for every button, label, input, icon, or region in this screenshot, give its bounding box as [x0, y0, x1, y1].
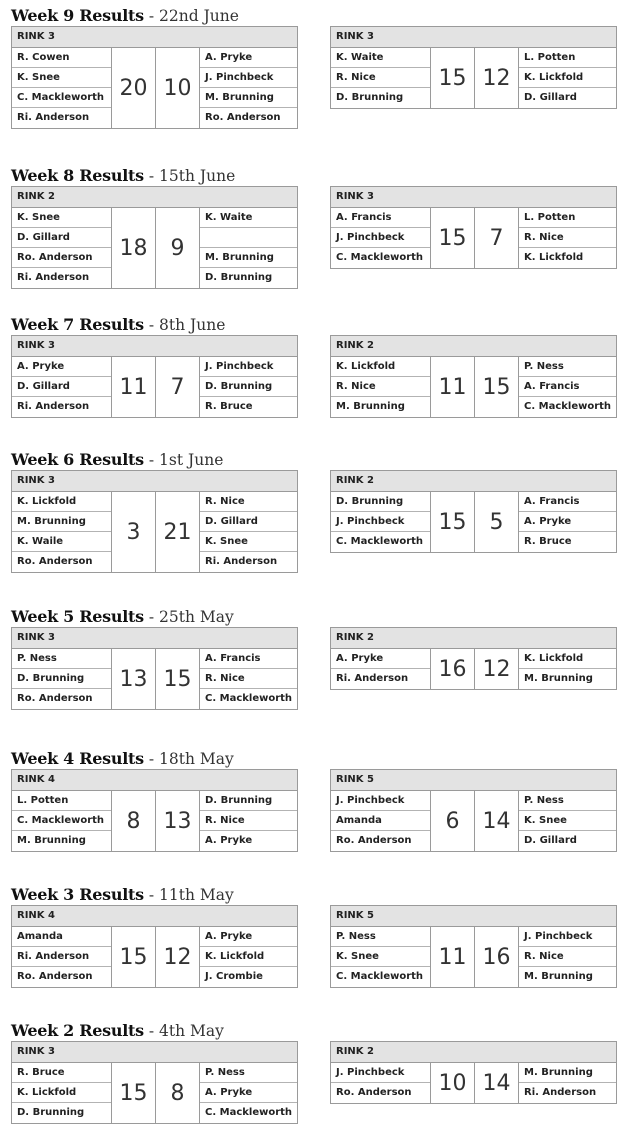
- game-body: [331, 492, 616, 552]
- game-body: [12, 649, 297, 709]
- home-score: 3: [112, 492, 156, 572]
- home-team: [331, 1063, 431, 1103]
- away-score: 8: [170, 1080, 185, 1106]
- player-name: P. Ness: [519, 357, 616, 377]
- player-name: K. Snee: [200, 532, 297, 552]
- player-name: C. Mackleworth: [336, 252, 424, 263]
- home-team: [12, 927, 112, 987]
- home-team: [331, 927, 431, 987]
- player-name: C. Mackleworth: [336, 536, 424, 547]
- week-name: Week 8 Results: [11, 166, 144, 185]
- player-name: L. Potten: [519, 48, 616, 68]
- away-team: [199, 48, 297, 128]
- player-name: D. Gillard: [524, 835, 577, 846]
- away-team: [518, 1063, 616, 1103]
- player-name: Ro. Anderson: [17, 556, 93, 567]
- week-name: Week 6 Results: [11, 450, 144, 469]
- game-card: [11, 470, 298, 573]
- home-team: [12, 208, 112, 288]
- player-name: Ro. Anderson: [17, 693, 93, 704]
- player-name: D. Brunning: [12, 669, 111, 689]
- away-score: 12: [482, 65, 511, 91]
- away-team: [518, 48, 616, 108]
- player-name: K. Lickfold: [519, 68, 616, 88]
- rink-label: RINK 4: [12, 770, 297, 791]
- game-card: [11, 335, 298, 418]
- away-score: 12: [163, 944, 192, 970]
- week-date: - 11th May: [148, 886, 234, 904]
- game-body: [12, 357, 297, 417]
- player-name: M. Brunning: [200, 248, 297, 268]
- away-score: 16: [482, 944, 511, 970]
- away-team: [518, 357, 616, 417]
- rink-label: RINK 3: [331, 187, 616, 208]
- game-card: [11, 769, 298, 852]
- home-team: [12, 48, 112, 128]
- away-team: [199, 649, 297, 709]
- player-name: R. Nice: [519, 947, 616, 967]
- player-name: J. Pinchbeck: [200, 357, 297, 377]
- player-name: K. Snee: [12, 208, 111, 228]
- player-name: P. Ness: [331, 927, 430, 947]
- player-name: M. Brunning: [524, 971, 593, 982]
- player-name: Ro. Anderson: [12, 248, 111, 268]
- home-team: [331, 357, 431, 417]
- game-body: [331, 48, 616, 108]
- game-body: [331, 649, 616, 689]
- player-name: D. Gillard: [524, 92, 577, 103]
- away-team: [199, 492, 297, 572]
- player-name: M. Brunning: [524, 673, 593, 684]
- game-body: [12, 1063, 297, 1123]
- away-team: [199, 927, 297, 987]
- week-title: [11, 885, 234, 905]
- away-score: 9: [170, 235, 185, 261]
- week-name: Week 3 Results: [11, 885, 144, 904]
- player-name: K. Waite: [331, 48, 430, 68]
- home-score: 15: [431, 48, 475, 108]
- game-body: [331, 1063, 616, 1103]
- player-name: R. Bruce: [524, 536, 572, 547]
- player-name: A. Pryke: [200, 48, 297, 68]
- week-date: - 8th June: [148, 316, 226, 334]
- game-body: [12, 48, 297, 128]
- rink-label: RINK 3: [331, 27, 616, 48]
- game-card: [330, 769, 617, 852]
- game-card: [330, 905, 617, 988]
- game-card: [330, 627, 617, 690]
- home-team: [331, 208, 431, 268]
- player-name: J. Pinchbeck: [200, 68, 297, 88]
- rink-label: RINK 2: [331, 628, 616, 649]
- home-team: [12, 492, 112, 572]
- week-name: Week 4 Results: [11, 749, 144, 768]
- away-team: [199, 791, 297, 851]
- rink-label: RINK 3: [12, 1042, 297, 1063]
- rink-label: RINK 4: [12, 906, 297, 927]
- player-name: J. Pinchbeck: [331, 512, 430, 532]
- away-score: 5: [489, 509, 504, 535]
- player-name: A. Pryke: [205, 835, 253, 846]
- home-score: 15: [112, 1063, 156, 1123]
- away-score: 13: [163, 808, 192, 834]
- player-name: D. Brunning: [205, 272, 273, 283]
- away-team: [518, 927, 616, 987]
- game-body: [331, 357, 616, 417]
- game-body: [12, 492, 297, 572]
- player-name: L. Potten: [12, 791, 111, 811]
- game-body: [12, 208, 297, 288]
- player-name: C. Mackleworth: [12, 811, 111, 831]
- game-body: [331, 208, 616, 268]
- player-name: A. Pryke: [331, 649, 430, 669]
- player-name: Ri. Anderson: [336, 673, 409, 684]
- week-name: Week 5 Results: [11, 607, 144, 626]
- game-card: [11, 26, 298, 129]
- player-name: K. Lickfold: [12, 1083, 111, 1103]
- away-team: [518, 492, 616, 552]
- game-card: [330, 470, 617, 553]
- player-name: J. Pinchbeck: [331, 228, 430, 248]
- away-team: [518, 649, 616, 689]
- home-score: 15: [431, 208, 475, 268]
- player-name: D. Gillard: [12, 377, 111, 397]
- week-date: - 18th May: [148, 750, 234, 768]
- player-name: R. Nice: [331, 68, 430, 88]
- player-name: A. Pryke: [200, 1083, 297, 1103]
- player-name: Ro. Anderson: [205, 112, 281, 123]
- player-name: R. Nice: [200, 811, 297, 831]
- player-name: L. Potten: [519, 208, 616, 228]
- player-name: R. Bruce: [205, 401, 253, 412]
- player-name: A. Francis: [200, 649, 297, 669]
- away-score: 14: [482, 1070, 511, 1096]
- game-card: [11, 186, 298, 289]
- away-team: [199, 1063, 297, 1123]
- player-name: P. Ness: [12, 649, 111, 669]
- player-name: J. Pinchbeck: [519, 927, 616, 947]
- player-name: Ri. Anderson: [17, 401, 90, 412]
- player-name: Ri. Anderson: [12, 947, 111, 967]
- player-name: K. Lickfold: [331, 357, 430, 377]
- player-name: D. Brunning: [331, 492, 430, 512]
- home-team: [331, 791, 431, 851]
- player-name: D. Brunning: [200, 377, 297, 397]
- week-name: Week 2 Results: [11, 1021, 144, 1040]
- player-name: A. Pryke: [519, 512, 616, 532]
- player-name: Ro. Anderson: [336, 1087, 412, 1098]
- player-name: K. Snee: [331, 947, 430, 967]
- player-name: Ri. Anderson: [524, 1087, 597, 1098]
- player-name: K. Snee: [12, 68, 111, 88]
- player-name: C. Mackleworth: [336, 971, 424, 982]
- week-title: [11, 6, 239, 26]
- away-score: 14: [482, 808, 511, 834]
- away-score: 15: [482, 374, 511, 400]
- rink-label: RINK 3: [12, 628, 297, 649]
- player-name: R. Nice: [519, 228, 616, 248]
- home-score: 18: [112, 208, 156, 288]
- player-name: K. Snee: [519, 811, 616, 831]
- rink-label: RINK 3: [12, 336, 297, 357]
- game-card: [330, 26, 617, 109]
- week-title: [11, 607, 234, 627]
- player-name: D. Brunning: [200, 791, 297, 811]
- week-name: Week 9 Results: [11, 6, 144, 25]
- player-name: C. Mackleworth: [12, 88, 111, 108]
- game-card: [330, 186, 617, 269]
- home-score: 11: [431, 357, 475, 417]
- away-team: [199, 208, 297, 288]
- away-score: 21: [163, 519, 192, 545]
- home-team: [12, 1063, 112, 1123]
- player-name: J. Pinchbeck: [331, 791, 430, 811]
- player-name: D. Gillard: [200, 512, 297, 532]
- away-score: 12: [482, 656, 511, 682]
- game-card: [330, 335, 617, 418]
- player-name: R. Nice: [200, 669, 297, 689]
- game-body: [331, 927, 616, 987]
- player-name: R. Bruce: [12, 1063, 111, 1083]
- player-name: Ri. Anderson: [205, 556, 278, 567]
- player-name: D. Gillard: [12, 228, 111, 248]
- player-name: A. Francis: [331, 208, 430, 228]
- rink-label: RINK 2: [331, 1042, 616, 1063]
- week-title: [11, 749, 234, 769]
- home-score: 6: [431, 791, 475, 851]
- player-name: K. Lickfold: [519, 649, 616, 669]
- away-score: 15: [163, 666, 192, 692]
- week-title: [11, 1021, 224, 1041]
- player-name: D. Brunning: [17, 1107, 85, 1118]
- home-team: [331, 649, 431, 689]
- player-name: [200, 228, 297, 248]
- player-name: A. Francis: [519, 492, 616, 512]
- week-title: [11, 315, 225, 335]
- player-name: A. Francis: [519, 377, 616, 397]
- player-name: C. Mackleworth: [524, 401, 612, 412]
- player-name: Ro. Anderson: [336, 835, 412, 846]
- player-name: A. Pryke: [200, 927, 297, 947]
- week-date: - 25th May: [148, 608, 234, 626]
- player-name: A. Pryke: [12, 357, 111, 377]
- home-score: 20: [112, 48, 156, 128]
- away-score: 7: [489, 225, 504, 251]
- player-name: Ri. Anderson: [17, 112, 90, 123]
- away-score: 7: [170, 374, 185, 400]
- away-score: 10: [163, 75, 192, 101]
- rink-label: RINK 3: [12, 471, 297, 492]
- rink-label: RINK 3: [12, 27, 297, 48]
- player-name: R. Nice: [331, 377, 430, 397]
- player-name: M. Brunning: [12, 512, 111, 532]
- player-name: M. Brunning: [17, 835, 86, 846]
- player-name: K. Lickfold: [524, 252, 584, 263]
- week-date: - 15th June: [148, 167, 236, 185]
- rink-label: RINK 2: [12, 187, 297, 208]
- home-score: 8: [112, 791, 156, 851]
- player-name: P. Ness: [519, 791, 616, 811]
- player-name: Amanda: [12, 927, 111, 947]
- game-body: [331, 791, 616, 851]
- game-card: [330, 1041, 617, 1104]
- game-card: [11, 1041, 298, 1124]
- away-team: [518, 208, 616, 268]
- rink-label: RINK 5: [331, 770, 616, 791]
- player-name: K. Lickfold: [12, 492, 111, 512]
- player-name: J. Crombie: [205, 971, 263, 982]
- player-name: Ro. Anderson: [17, 971, 93, 982]
- home-team: [331, 48, 431, 108]
- player-name: Ri. Anderson: [17, 272, 90, 283]
- week-title: [11, 450, 223, 470]
- player-name: Amanda: [331, 811, 430, 831]
- rink-label: RINK 2: [331, 336, 616, 357]
- player-name: M. Brunning: [519, 1063, 616, 1083]
- player-name: M. Brunning: [200, 88, 297, 108]
- week-date: - 22nd June: [148, 7, 239, 25]
- home-score: 10: [431, 1063, 475, 1103]
- player-name: P. Ness: [200, 1063, 297, 1083]
- home-team: [331, 492, 431, 552]
- week-date: - 1st June: [148, 451, 224, 469]
- player-name: K. Waite: [200, 208, 297, 228]
- player-name: J. Pinchbeck: [331, 1063, 430, 1083]
- player-name: K. Lickfold: [200, 947, 297, 967]
- game-card: [11, 627, 298, 710]
- game-body: [12, 791, 297, 851]
- week-title: [11, 166, 235, 186]
- home-team: [12, 357, 112, 417]
- player-name: R. Nice: [200, 492, 297, 512]
- home-team: [12, 649, 112, 709]
- home-score: 15: [431, 492, 475, 552]
- home-score: 11: [112, 357, 156, 417]
- player-name: K. Waile: [12, 532, 111, 552]
- rink-label: RINK 2: [331, 471, 616, 492]
- away-team: [518, 791, 616, 851]
- game-card: [11, 905, 298, 988]
- player-name: C. Mackleworth: [205, 693, 293, 704]
- home-score: 16: [431, 649, 475, 689]
- player-name: M. Brunning: [336, 401, 405, 412]
- home-score: 15: [112, 927, 156, 987]
- player-name: R. Cowen: [12, 48, 111, 68]
- rink-label: RINK 5: [331, 906, 616, 927]
- home-team: [12, 791, 112, 851]
- game-body: [12, 927, 297, 987]
- week-date: - 4th May: [148, 1022, 224, 1040]
- home-score: 11: [431, 927, 475, 987]
- home-score: 13: [112, 649, 156, 709]
- away-team: [199, 357, 297, 417]
- player-name: C. Mackleworth: [205, 1107, 293, 1118]
- week-name: Week 7 Results: [11, 315, 144, 334]
- player-name: D. Brunning: [336, 92, 404, 103]
